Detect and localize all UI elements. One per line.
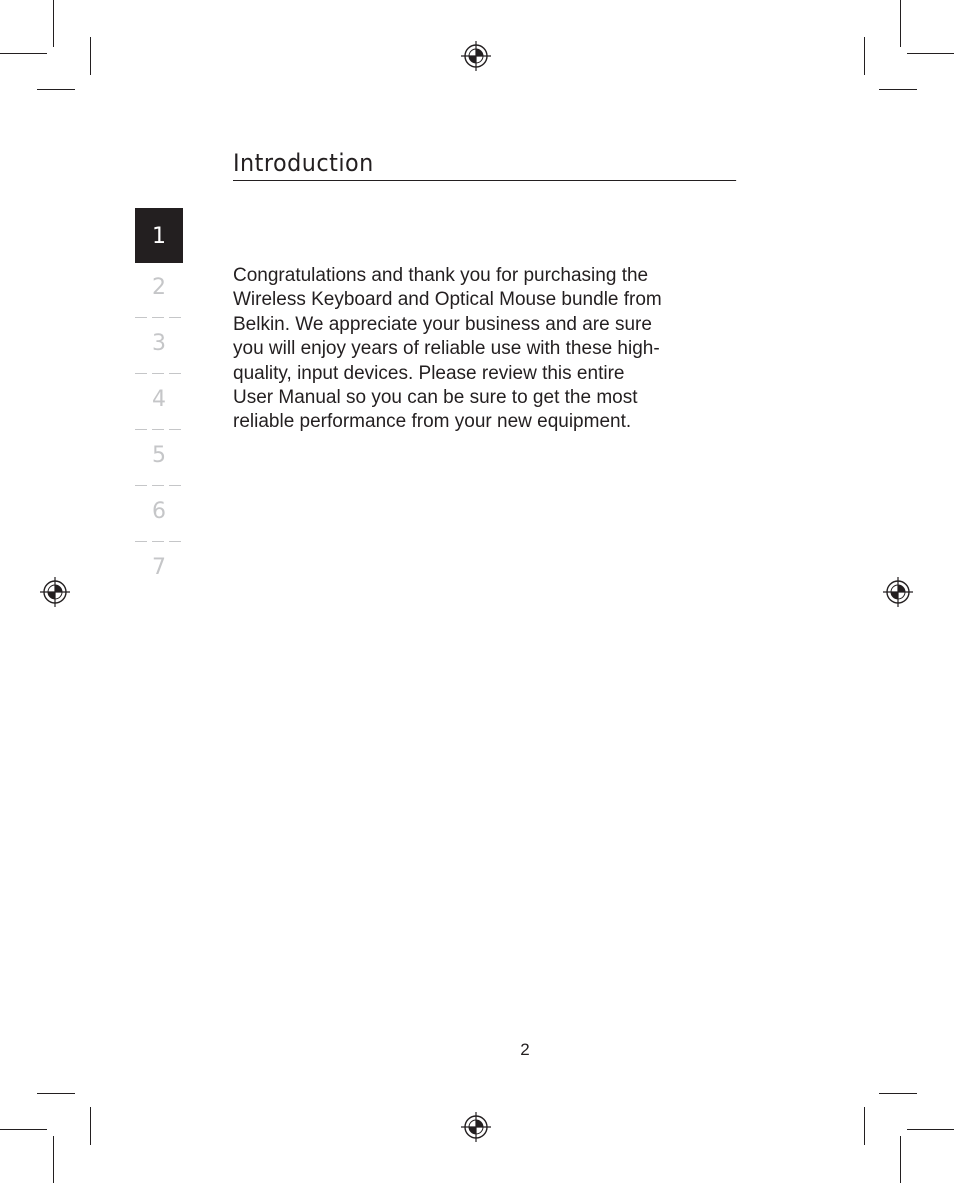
paragraph-line: Belkin. We appreciate your business and are sure <box>233 313 652 335</box>
chapter-tab-label: 4 <box>152 387 166 412</box>
crop-mark <box>879 1093 917 1094</box>
chapter-tab-label: 5 <box>152 443 166 468</box>
registration-mark-icon <box>883 577 913 607</box>
chapter-tab-label: 2 <box>152 275 166 300</box>
crop-mark <box>53 0 54 47</box>
chapter-tab-label: 6 <box>152 499 166 524</box>
chapter-tabs <box>135 208 183 599</box>
registration-mark-icon <box>461 41 491 71</box>
crop-mark <box>864 1107 865 1145</box>
paragraph-line: Congratulations and thank you for purchasing the <box>233 265 649 286</box>
paragraph-line: User Manual so you can be sure to get the most <box>233 387 638 409</box>
paragraph-line: quality, input devices. Please review this entire <box>233 362 625 384</box>
crop-mark <box>864 37 865 75</box>
page-number: 2 <box>520 1040 530 1059</box>
crop-mark <box>879 89 917 90</box>
crop-mark <box>37 89 75 90</box>
crop-mark <box>0 53 47 54</box>
paragraph-line: reliable performance from your new equipment. <box>233 411 632 433</box>
paragraph-line: you will enjoy years of reliable use with these high- <box>233 338 660 360</box>
chapter-tab-label: 3 <box>152 331 166 356</box>
registration-mark-icon <box>461 1112 491 1142</box>
chapter-tab-6[interactable] <box>135 487 183 543</box>
registration-mark-icon <box>40 577 70 607</box>
chapter-tab-7[interactable] <box>135 543 183 599</box>
chapter-tab-5[interactable] <box>135 431 183 487</box>
paragraph-line: Wireless Keyboard and Optical Mouse bundle from <box>233 289 662 311</box>
tab-divider <box>135 429 183 430</box>
crop-mark <box>907 1129 954 1130</box>
crop-mark <box>90 1107 91 1145</box>
tab-divider <box>135 373 183 374</box>
crop-mark <box>0 1129 47 1130</box>
chapter-tab-2[interactable] <box>135 263 183 319</box>
tab-divider <box>135 317 183 318</box>
section-title: Introduction <box>233 146 736 181</box>
crop-mark <box>90 37 91 75</box>
crop-mark <box>53 1136 54 1183</box>
crop-mark <box>900 0 901 47</box>
intro-paragraph <box>233 264 733 435</box>
chapter-tab-1[interactable]: 1 <box>135 208 183 263</box>
crop-mark <box>900 1136 901 1183</box>
chapter-tab-3[interactable] <box>135 319 183 375</box>
crop-mark <box>907 53 954 54</box>
chapter-tab-label: 7 <box>152 555 166 580</box>
crop-mark <box>37 1093 75 1094</box>
tab-divider <box>135 541 183 542</box>
tab-divider <box>135 485 183 486</box>
chapter-tab-4[interactable] <box>135 375 183 431</box>
